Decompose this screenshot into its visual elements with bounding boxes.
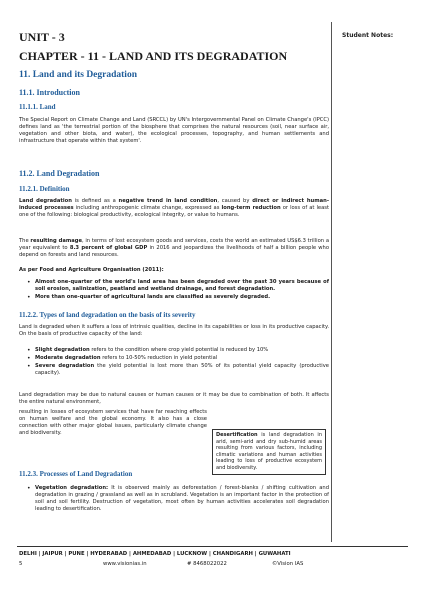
section-heading-11: 11. Land and its Degradation bbox=[19, 70, 137, 80]
main-content bbox=[17, 22, 332, 542]
section-heading-11-2: 11.2. Land Degradation bbox=[19, 169, 100, 178]
list-item: • Almost one-quarter of the world's land area has been degraded over the past 30 years because of soil erosion, salinization, peatland and wetland drainage, and forest degradation. bbox=[29, 279, 329, 293]
footer-copyright: ©Vision IAS bbox=[272, 561, 304, 567]
footer-website-link[interactable]: www.visionias.in bbox=[103, 561, 147, 567]
section-heading-11-2-1: 11.2.1. Definition bbox=[19, 185, 70, 193]
page-number: 5 bbox=[19, 561, 23, 567]
types-paragraph: Land is degraded when it suffers a loss of intrinsic qualities, decline in its capabilities or loss in its productive capacity. On the basis of productive capacity of the land: bbox=[19, 324, 329, 337]
document-page bbox=[17, 22, 408, 570]
types-bullet-list bbox=[29, 347, 329, 378]
section-heading-11-1: 11.1. Introduction bbox=[19, 88, 80, 97]
page-footer bbox=[17, 546, 408, 567]
unit-heading: UNIT - 3 bbox=[19, 30, 65, 44]
definition-paragraph: Land degradation is defined as a negative trend in land condition, caused by direct or indirect human-induced processes including anthropogenic climate change, expressed as long-term reduction or loss of at least one of the following: biological productivity, ecological integrity, or value to humans. bbox=[19, 198, 330, 218]
fao-heading: As per Food and Agriculture Organisation (2011): bbox=[19, 267, 164, 273]
fao-bullet-list bbox=[29, 279, 329, 302]
section-heading-11-2-2: 11.2.2. Types of land degradation on the basis of its severity bbox=[19, 311, 196, 319]
section-heading-11-1-1: 11.1.1. Land bbox=[19, 103, 56, 111]
footer-phone: # 8468022022 bbox=[187, 561, 227, 567]
list-item: • Moderate degradation refers to 10-50% reduction in yield potential bbox=[29, 355, 329, 362]
desertification-definition-box: Desertification is land degradation in arid, semi-arid and dry sub-humid areas resulting from various factors, including climatic variations and human activities leading to loss of productive ecosystem and biodiversity. bbox=[212, 429, 326, 475]
chapter-heading: CHAPTER - 11 - LAND AND ITS DEGRADATION bbox=[19, 49, 288, 63]
list-item: • Severe degradation the yield potential is lost more than 50% of its potential yield capacity (productive capacity). bbox=[29, 363, 329, 377]
footer-cities: DELHI | JAIPUR | PUNE | HYDERABAD | AHMEDABAD | LUCKNOW | CHANDIGARH | GUWAHATI bbox=[19, 551, 291, 557]
list-item: • Slight degradation refers to the condition where crop yield potential is reduced by 10% bbox=[29, 347, 329, 354]
list-item: • Vegetation degradation: It is observed mainly as deforestation / forest-blanks / shifting cultivation and degradation in grazing / grassland as well as in scrubland. Vegetation is an important factor in the protection of soil and soil fertility. Destruction of vegetation, most often by human activities accelerates soil degradation leading to desertification. bbox=[29, 485, 329, 513]
student-notes-label: Student Notes: bbox=[342, 32, 394, 39]
process-bullet-list bbox=[29, 485, 329, 514]
list-item: • More than one-quarter of agricultural lands are classified as severely degraded. bbox=[29, 294, 329, 301]
section-heading-11-2-3: 11.2.3. Processes of Land Degradation bbox=[19, 470, 133, 478]
causes-paragraph: Land degradation may be due to natural causes or human causes or it may be due to combination of both. It affects the entire natural environment, bbox=[19, 392, 329, 405]
intro-paragraph: The Special Report on Climate Change and Land (SRCCL) by UN's Intergovernmental Panel on Climate Change's (IPCC) defines land as 'the terrestrial portion of the biosphere that comprises the natural resources (soil, near surface air, vegetation and other biota, and water), the ecological processes, topography, and human settlements and infrastructure that operate within that system'. bbox=[19, 117, 329, 144]
causes-paragraph-continued: resulting in losses of ecosystem services that have far reaching effects on human welfare and the global economy. It also has a close connection with other major global issues, particularly climate change and biodiversity. bbox=[19, 409, 207, 436]
damage-paragraph: The resulting damage, in terms of lost ecosystem goods and services, costs the world an estimated US$6.3 trillion a year equivalent to 8.3 percent of global GDP in 2016 and jeopardizes the livelihoods of half a billion people who depend on forests and land resources. bbox=[19, 238, 329, 258]
